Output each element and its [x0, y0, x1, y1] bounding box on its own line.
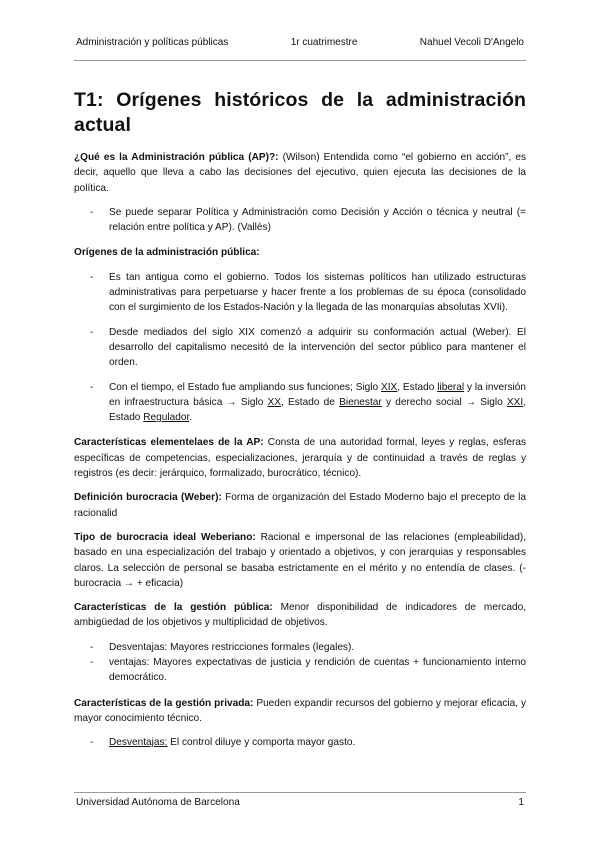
dash-bullet: -	[90, 271, 94, 283]
list-item: - Es tan antigua como el gobierno. Todos los sistemas políticos han utilizado estructuras administrativas para perpetuarse y hacer frente a los problemas de su época (consolidado con el surgimiento de los Estados-Nación y la llegada de las monarquías absolutas XVIi).	[90, 271, 526, 314]
underlined-term: Regulador	[143, 412, 190, 424]
dash-bullet: -	[90, 641, 94, 653]
dash-bullet: -	[90, 381, 94, 393]
page-number: 1	[518, 797, 524, 808]
page-footer	[76, 797, 524, 808]
header-course: Administración y políticas públicas	[76, 37, 229, 48]
underlined-term: XX	[267, 396, 281, 408]
header-term: 1r cuatrimestre	[290, 37, 358, 48]
dash-bullet: -	[90, 657, 94, 669]
paragraph-ap-characteristics: Características elementelaes de la AP: Consta de una autoridad formal, leyes y reglas, esferas específicas de competencias, especializaciones, jerarquía y de continuidad a través de reglas y registros (es decir: jerárquico, formalizado, burocrático, técnico).	[74, 437, 527, 480]
list-item: - Desde mediados del siglo XIX comenzó a adquirir su conformación actual (Weber). El desarrollo del capitalismo necesitó de la intervención del sector público para mantener el orden.	[90, 326, 526, 369]
underlined-term: Desventajas:	[109, 737, 168, 749]
document-body	[74, 88, 526, 761]
label-what-is-ap: ¿Qué es la Administración pública (AP)?:	[74, 152, 279, 163]
list-item: - Con el tiempo, el Estado fue ampliando sus funciones; Siglo XIX, Estado liberal y la inversión en infraestructura básica → Siglo XX, Estado de Bienestar y derecho social → Siglo XXI, Estado Regulador.	[90, 381, 527, 424]
paragraph-public-management: Características de la gestión pública: Menor disponibilidad de indicadores de mercado, ambigüedad de los objetivos y multiplicidad de objetivos.	[74, 602, 526, 629]
document-title: T1: Orígenes históricos de la administración actual	[74, 89, 526, 136]
list-item: - Desventajas: El control diluye y comporta mayor gasto.	[74, 735, 526, 750]
heading-origins: Orígenes de la administración pública:	[74, 247, 260, 259]
page-header	[76, 37, 524, 53]
paragraph-bureaucracy-definition: Definición burocracia (Weber): Forma de organización del Estado Moderno bajo el precepto de la racionalid	[74, 492, 526, 519]
underlined-term: Bienestar	[339, 396, 382, 408]
underlined-term: XXI	[506, 396, 524, 408]
footer-divider	[74, 792, 526, 793]
list-item: - ventajas: Mayores expectativas de justicia y rendición de cuentas + funcionamiento interno democrático.	[90, 657, 526, 684]
header-author: Nahuel Vecoli D'Angelo	[419, 37, 524, 48]
underlined-term: liberal	[437, 381, 465, 393]
list-private-management	[74, 735, 526, 750]
paragraph-weberian-ideal: Tipo de burocracia ideal Weberiano: Racional e impersonal de las relaciones (empleabilidad), basado en una especialización del trabajo y orientado a objetivos, y con jerarquias y responsables claros. La selección de personal se basaba estrictamente en el mérito y no entendía de clases. (- burocracia → + eficacia)	[74, 531, 527, 589]
dash-bullet: -	[90, 737, 94, 749]
list-origins	[74, 270, 526, 426]
dash-bullet: -	[90, 326, 94, 338]
footer-university: Universidad Autónoma de Barcelona	[76, 797, 240, 808]
list-item: - Se puede separar Política y Administración como Decisión y Acción o técnica y neutral (= relación entre política y AP). (Vallès)	[90, 206, 526, 234]
dash-bullet: -	[90, 206, 94, 218]
list-public-management	[74, 640, 526, 686]
underlined-term: XIX	[381, 381, 398, 393]
list-ap-separation	[74, 205, 526, 236]
paragraph-what-is-ap: ¿Qué es la Administración pública (AP)?: (Wilson) Entendida como “el gobierno en acción”, es decir, aquello que lleva a cabo las decisiones del ejecutivo, quien ejecuta las decisiones de la política.	[74, 152, 526, 194]
list-item: - Desventajas: Mayores restricciones formales (legales).	[74, 640, 526, 655]
paragraph-private-management: Características de la gestión privada: Pueden expandir recursos del gobierno y mejorar eficacia, y mayor conocimiento técnico.	[74, 697, 526, 724]
header-divider	[74, 60, 526, 61]
